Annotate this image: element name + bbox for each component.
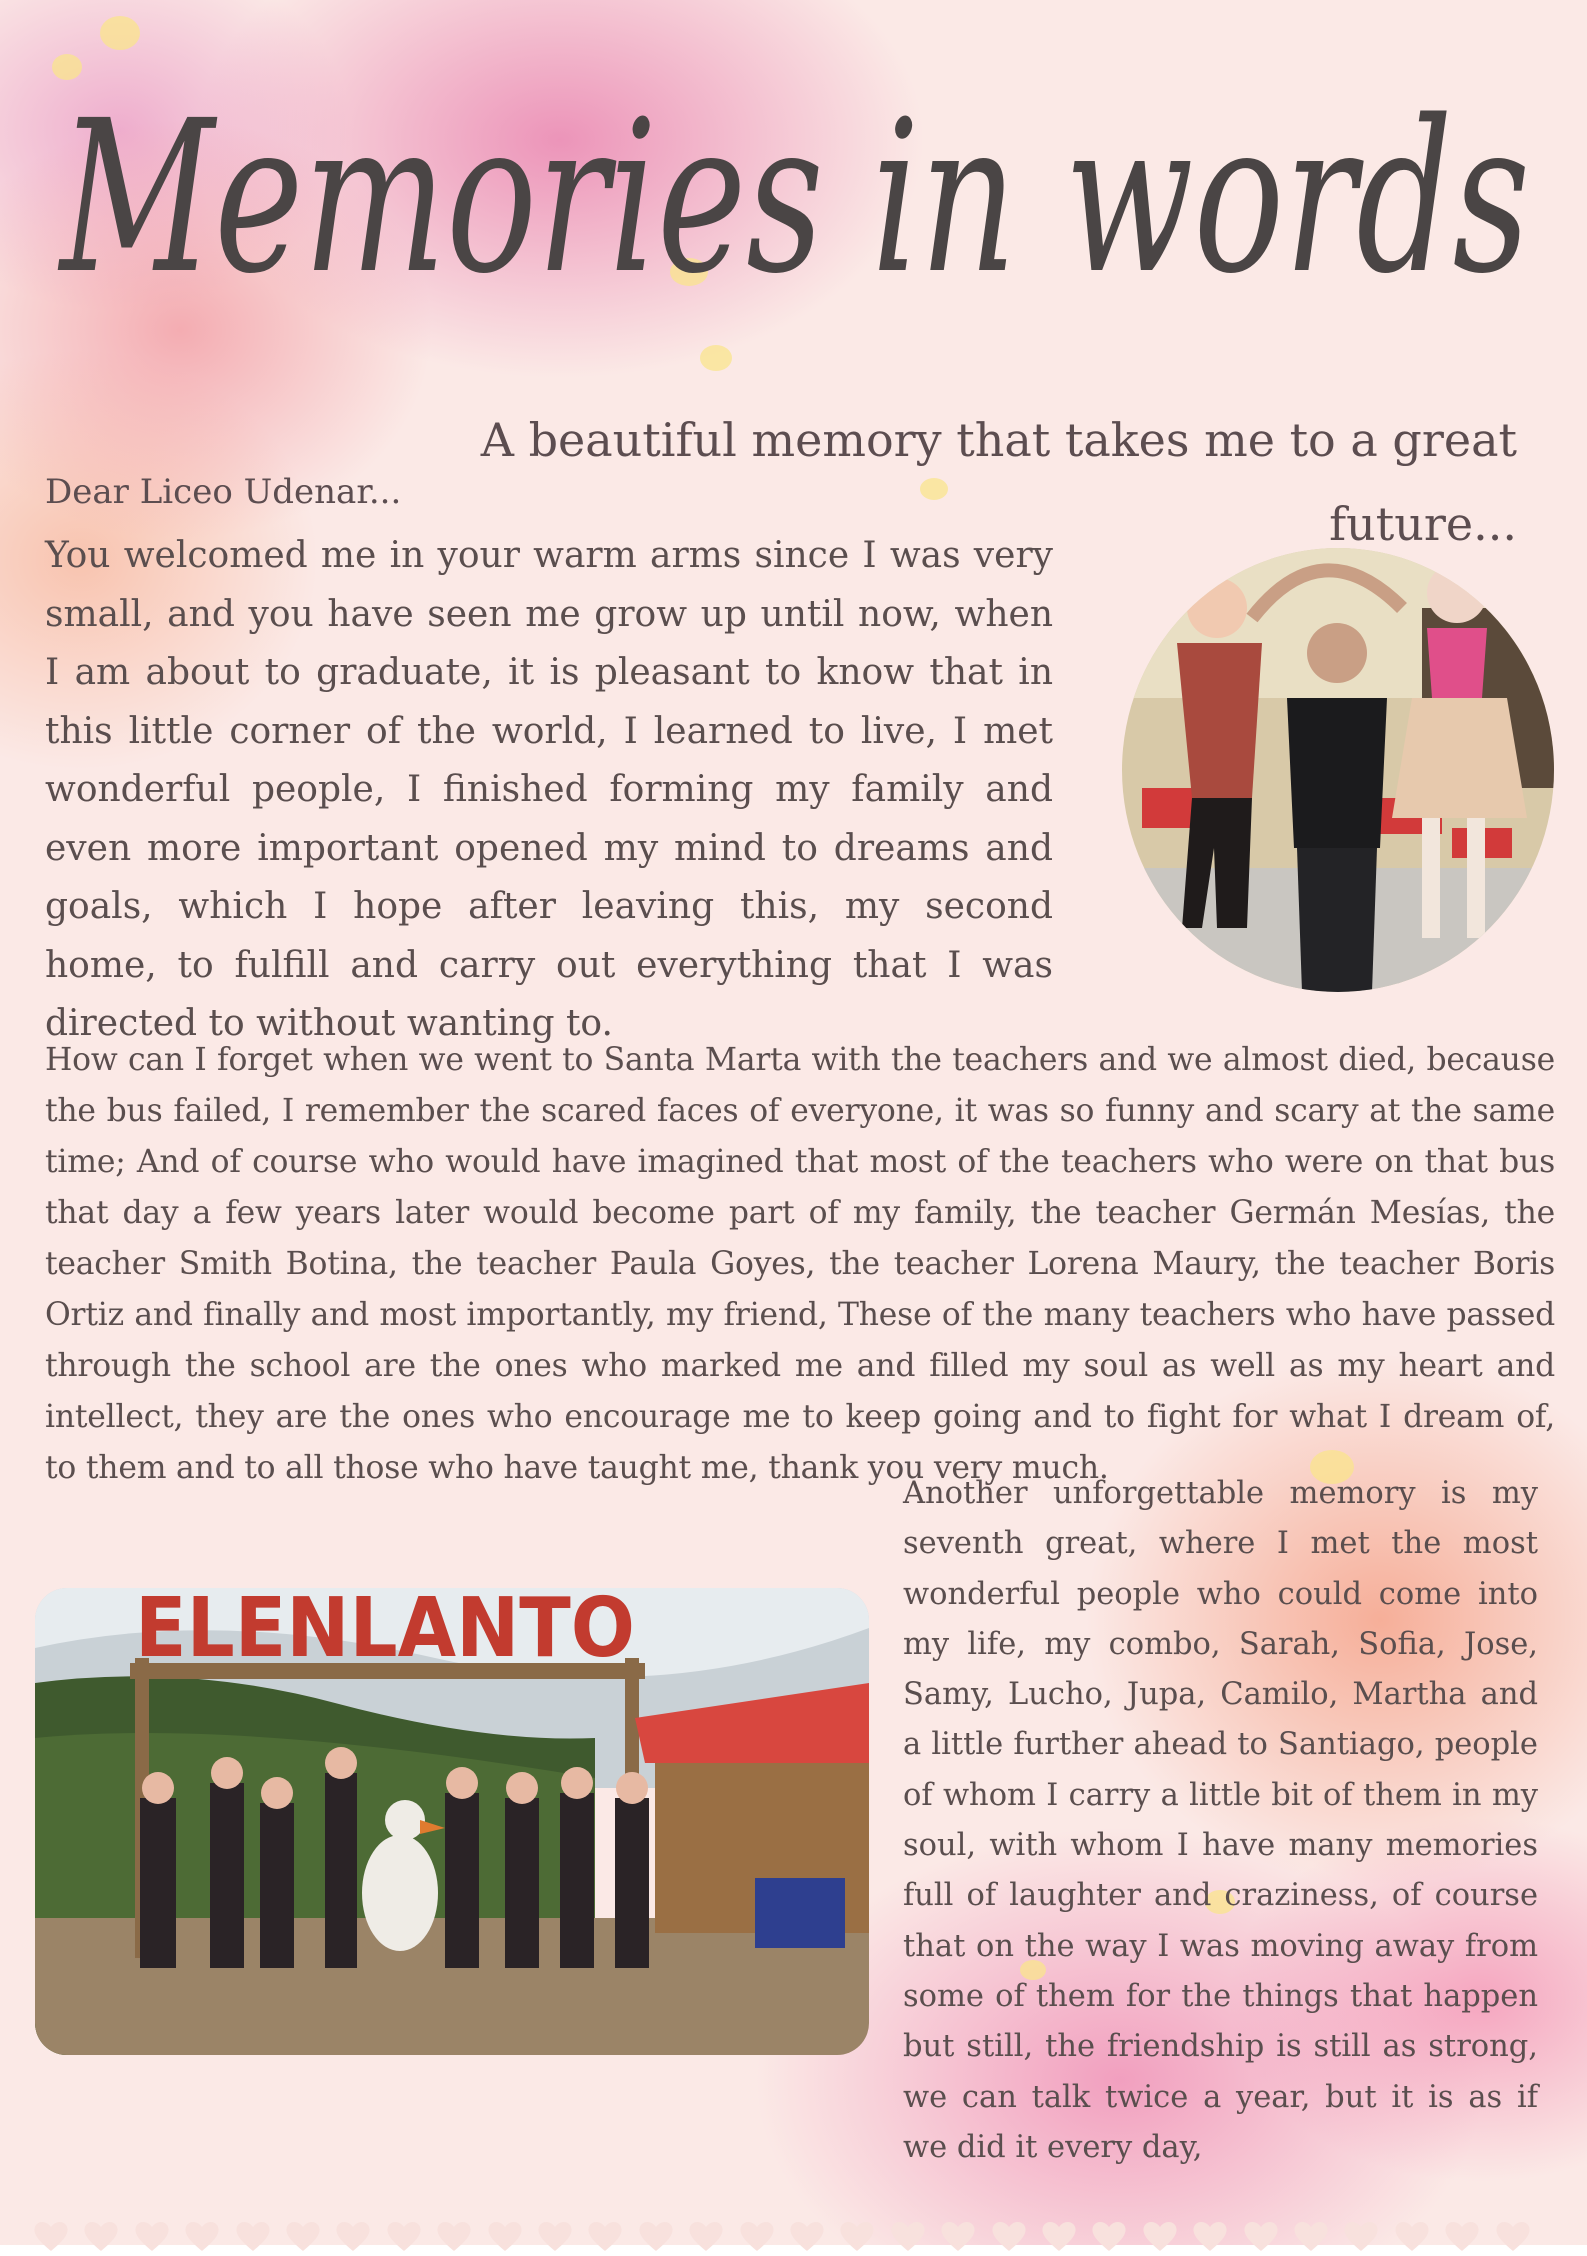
heart-icon	[1143, 2222, 1177, 2252]
heart-icon	[1193, 2222, 1227, 2252]
heart-icon	[336, 2222, 370, 2252]
heart-icon	[639, 2222, 673, 2252]
heart-icon	[286, 2222, 320, 2252]
heart-icon	[1445, 2222, 1479, 2252]
page-subtitle: A beautiful memory that takes me to a great future...	[480, 413, 1517, 551]
heart-icon	[1344, 2222, 1378, 2252]
heart-icon	[1496, 2222, 1530, 2252]
heart-icon	[891, 2222, 925, 2252]
circular-photo-teacher-clowns	[1122, 548, 1554, 992]
heart-icon	[1395, 2222, 1429, 2252]
heart-icon	[992, 2222, 1026, 2252]
heart-icon	[1042, 2222, 1076, 2252]
heart-icon	[34, 2222, 68, 2252]
letter-greeting: Dear Liceo Udenar...	[45, 472, 402, 512]
letter-paragraph-1: You welcomed me in your warm arms since I was very small, and you have seen me grow up until now, when I am about to graduate, it is pleasant to know that in this little corner of the world, I learned to live, I met wonderful people, I finished forming my family and even more important opened my mind to dreams and goals, which I hope after leaving this, my second home, to fulfill and carry out everything that I was directed to without wanting to.	[45, 535, 1053, 1044]
heart-icon	[941, 2222, 975, 2252]
heart-icon	[1092, 2222, 1126, 2252]
heart-icon	[437, 2222, 471, 2252]
heart-icon	[1294, 2222, 1328, 2252]
heart-icon	[488, 2222, 522, 2252]
heart-icon	[185, 2222, 219, 2252]
heart-icon	[135, 2222, 169, 2252]
heart-icon	[790, 2222, 824, 2252]
sign-letters: ELENLANTO	[135, 1588, 635, 1676]
page-title	[40, 20, 1550, 360]
heart-icon	[1244, 2222, 1278, 2252]
heart-icon	[840, 2222, 874, 2252]
heart-icon	[689, 2222, 723, 2252]
page-title-text: Memories in words	[57, 75, 1531, 320]
heart-icon	[538, 2222, 572, 2252]
hearts-footer-border	[34, 2222, 1554, 2256]
letter-paragraph-3: Another unforgettable memory is my seventh great, where I met the most wonderful people who could come into my life, my combo, Sarah, Sofia, Jose, Samy, Lucho, Jupa, Camilo, Martha and a little further ahead to Santiago, people of whom I carry a little bit of them in my soul, with whom I have many memories full of laughter and craziness, of course that on the way I was moving away from some of them for the things that happen but still, the friendship is still as strong, we can talk twice a year, but it is as if we did it every day,	[903, 1476, 1538, 2165]
heart-icon	[387, 2222, 421, 2252]
heart-icon	[588, 2222, 622, 2252]
heart-icon	[740, 2222, 774, 2252]
heart-icon	[236, 2222, 270, 2252]
letter-paragraph-2: How can I forget when we went to Santa Marta with the teachers and we almost died, because the bus failed, I remember the scared faces of everyone, it was so funny and scary at the same time; And of course who would have imagined that most of the teachers who were on that bus that day a few years later would become part of my family, the teacher Germán Mesías, the teacher Smith Botina, the teacher Paula Goyes, the teacher Lorena Maury, the teacher Boris Ortiz and finally and most importantly, my friend, These of the many teachers who have passed through the school are the ones who marked me and filled my soul as well as my heart and intellect, they are the ones who encourage me to keep going and to fight for what I dream of, to them and to all those who have taught me, thank you very much.	[45, 1042, 1555, 1486]
heart-icon	[84, 2222, 118, 2252]
group-photo-sign	[35, 1588, 869, 2055]
